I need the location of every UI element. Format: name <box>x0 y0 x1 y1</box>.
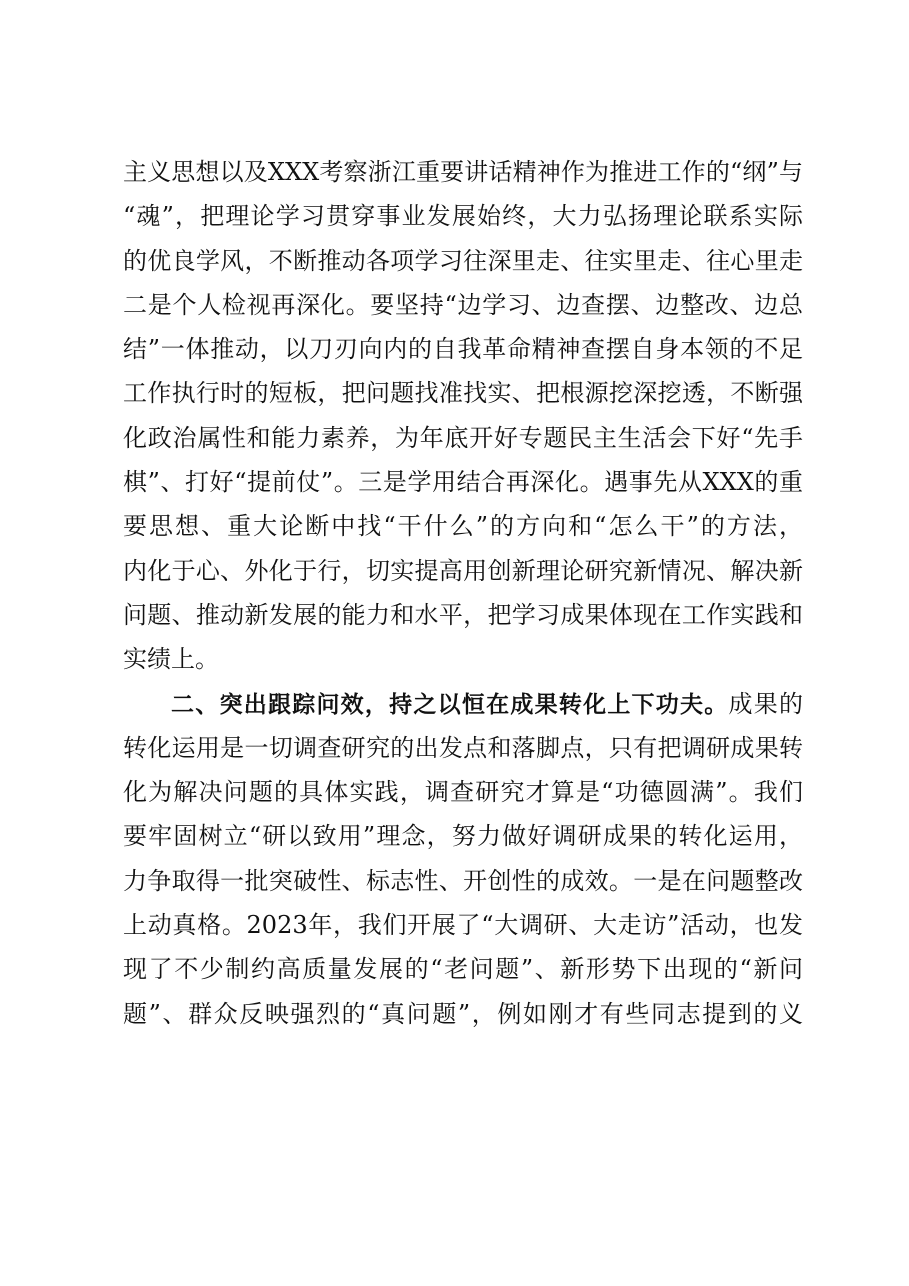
text-line: 力争取得一批突破性、标志性、开创性的成效。一是在问题整改 <box>123 866 803 895</box>
text-line: 工作执行时的短板，把问题找准找实、把根源挖深挖透，不断强 <box>123 379 803 408</box>
section-heading: 二、突出跟踪问效，持之以恒在成果转化上下功夫。 <box>171 691 729 718</box>
text-line: 内化于心、外化于行，切实提高用创新理论研究新情况、解决新 <box>123 556 803 585</box>
text-line: 现了不少制约高质量发展的“老问题”、新形势下出现的“新问 <box>123 955 803 984</box>
heading-continuation: 成果的 <box>728 689 804 718</box>
text-line: 要思想、重大论断中找“干什么”的方向和“怎么干”的方法， <box>123 512 803 541</box>
text-line: “魂”，把理论学习贯穿事业发展始终，大力弘扬理论联系实际 <box>123 202 803 231</box>
text-line: 上动真格。2023年，我们开展了“大调研、大走访”活动，也发 <box>123 911 803 940</box>
text-line: 题”、群众反映强烈的“真问题”，例如刚才有些同志提到的义 <box>123 999 803 1028</box>
text-line: 化政治属性和能力素养，为年底开好专题民主生活会下好“先手 <box>123 423 803 452</box>
text-line: 问题、推动新发展的能力和水平，把学习成果体现在工作实践和 <box>123 600 803 629</box>
text-line: 要牢固树立“研以致用”理念，努力做好调研成果的转化运用， <box>123 822 803 851</box>
text-line: 的优良学风，不断推动各项学习往深里走、往实里走、往心里走 <box>123 246 803 275</box>
paragraph-2 <box>123 682 803 1036</box>
text-line: 二是个人检视再深化。要坚持“边学习、边查摆、边整改、边总 <box>123 290 803 319</box>
text-line: 化为解决问题的具体实践，调查研究才算是“功德圆满”。我们 <box>123 778 803 807</box>
paragraph-2-first-line <box>123 682 803 726</box>
text-line: 转化运用是一切调查研究的出发点和落脚点，只有把调研成果转 <box>123 733 803 762</box>
document-body <box>123 150 803 1036</box>
text-line: 棋”、打好“提前仗”。三是学用结合再深化。遇事先从XXX的重 <box>123 468 803 497</box>
text-line: 主义思想以及XXX考察浙江重要讲话精神作为推进工作的“纲”与 <box>123 158 803 186</box>
paragraph-1 <box>123 150 803 682</box>
text-line: 实绩上。 <box>123 645 219 674</box>
text-line: 结”一体推动，以刀刃向内的自我革命精神查摆自身本领的不足 <box>123 335 803 364</box>
